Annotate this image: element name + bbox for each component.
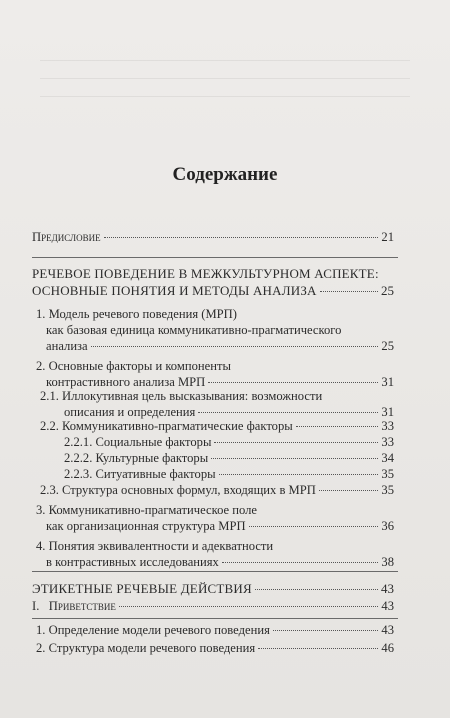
- leader-dots: [211, 458, 378, 459]
- leader-dots: [198, 412, 378, 413]
- toc-entry-title-cont: анализа: [46, 339, 88, 353]
- page-title: Содержание: [172, 164, 278, 185]
- toc-entry-part1[interactable]: [32, 265, 394, 299]
- toc-entry-preface[interactable]: [32, 229, 394, 245]
- toc-entry-title: РЕЧЕВОЕ ПОВЕДЕНИЕ В МЕЖКУЛЬТУРНОМ АСПЕКТЕ:: [32, 266, 379, 281]
- toc-entry-title: 2. Основные факторы и компоненты: [36, 359, 231, 373]
- bleed-through-line: [40, 60, 410, 61]
- leader-dots: [249, 526, 379, 527]
- toc-entry-title: 2.2. Коммуникативно-прагматические факторы: [40, 419, 293, 433]
- toc-entry-title-cont: ОСНОВНЫЕ ПОНЯТИЯ И МЕТОДЫ АНАЛИЗА: [32, 283, 317, 298]
- toc-page-number: 25: [381, 283, 394, 298]
- toc-entry-c2[interactable]: [36, 640, 394, 656]
- toc-page-number: 21: [381, 230, 394, 244]
- toc-entry-part2[interactable]: [32, 580, 394, 597]
- toc-entry-title: 2. Структура модели речевого поведения: [36, 641, 256, 655]
- section-divider: [32, 257, 398, 258]
- leader-dots: [296, 426, 379, 427]
- toc-entry-c1[interactable]: [36, 622, 394, 638]
- toc-entry-title-cont: в контрастивных исследованиях: [46, 555, 219, 569]
- toc-page-number: 31: [381, 375, 394, 389]
- toc-entry-title-cont: как организационная структура МРП: [46, 519, 246, 533]
- toc-entry-title: 2.2.1. Социальные факторы: [64, 435, 212, 449]
- toc-entry-title: 1. Модель речевого поведения (МРП): [36, 307, 237, 321]
- toc-entry-s2-2-1[interactable]: [64, 434, 394, 450]
- toc-entry-s3[interactable]: [36, 502, 394, 534]
- section-divider: [32, 571, 398, 572]
- section-divider: [32, 618, 398, 619]
- toc-entry-ch1[interactable]: [32, 598, 394, 614]
- toc-page-number: 36: [381, 519, 394, 533]
- leader-dots: [91, 346, 379, 347]
- leader-dots: [319, 490, 379, 491]
- toc-entry-s2-1[interactable]: [40, 388, 394, 420]
- toc-page-number: 43: [381, 623, 394, 637]
- toc-entry-s4[interactable]: [36, 538, 394, 570]
- toc-entry-title: 2.3. Структура основных формул, входящих в МРП: [40, 483, 316, 497]
- bleed-through-line: [40, 96, 410, 97]
- toc-entry-title: 1. Определение модели речевого поведения: [36, 623, 270, 637]
- toc-entry-title: 2.1. Иллокутивная цель высказывания: возможности: [40, 389, 323, 403]
- toc-page-number: 31: [381, 405, 394, 419]
- leader-dots: [273, 630, 379, 631]
- toc-entry-s2-3[interactable]: [40, 482, 394, 498]
- toc-entry-title: 3. Коммуникативно-прагматическое поле: [36, 503, 258, 517]
- leader-dots: [219, 474, 379, 475]
- toc-entry-s2-2-2[interactable]: [64, 450, 394, 466]
- leader-dots: [104, 237, 379, 238]
- toc-entry-title: I. Приветствие: [32, 599, 116, 613]
- toc-page-number: 35: [381, 467, 394, 481]
- toc-entry-title: 4. Понятия эквивалентности и адекватности: [36, 539, 274, 553]
- toc-page-number: 46: [381, 641, 394, 655]
- leader-dots: [258, 648, 378, 649]
- toc-page-number: 38: [381, 555, 394, 569]
- toc-page-number: 33: [381, 419, 394, 433]
- leader-dots: [119, 606, 379, 607]
- toc-entry-s2-2-3[interactable]: [64, 466, 394, 482]
- leader-dots: [222, 562, 379, 563]
- toc-page-number: 33: [381, 435, 394, 449]
- toc-page-number: 34: [381, 451, 394, 465]
- toc-entry-title: Предисловие: [32, 230, 101, 244]
- toc-entry-title: ЭТИКЕТНЫЕ РЕЧЕВЫЕ ДЕЙСТВИЯ: [32, 581, 252, 596]
- leader-dots: [214, 442, 378, 443]
- toc-entry-title: 2.2.3. Ситуативные факторы: [64, 467, 216, 481]
- toc-page-number: 25: [381, 339, 394, 353]
- toc-page-number: 43: [381, 599, 394, 613]
- bleed-through-line: [40, 78, 410, 79]
- leader-dots: [208, 382, 378, 383]
- toc-entry-title-cont: контрастивного анализа МРП: [46, 375, 206, 389]
- leader-dots: [320, 291, 378, 292]
- toc-entry-title: 2.2.2. Культурные факторы: [64, 451, 209, 465]
- toc-entry-s1[interactable]: [36, 306, 394, 354]
- toc-entry-title-cont: как базовая единица коммуникативно-прагматического: [46, 323, 342, 337]
- toc-entry-s2[interactable]: [36, 358, 394, 390]
- toc-entry-title-cont: описания и определения: [64, 405, 196, 419]
- toc-entry-s2-2[interactable]: [40, 418, 394, 434]
- leader-dots: [255, 589, 378, 590]
- toc-page-number: 35: [381, 483, 394, 497]
- toc-page-number: 43: [381, 581, 394, 596]
